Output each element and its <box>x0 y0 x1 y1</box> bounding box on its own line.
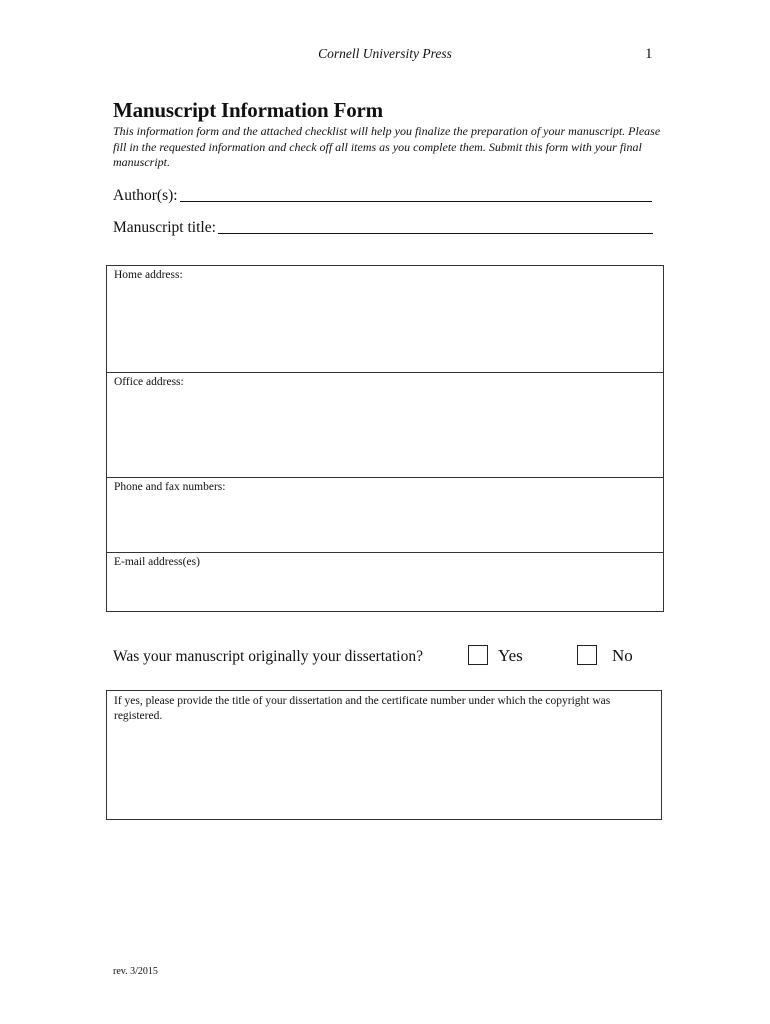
yes-checkbox[interactable] <box>468 645 488 665</box>
home-address-cell[interactable] <box>107 266 663 372</box>
office-address-label: Office address: <box>114 376 184 388</box>
no-label: No <box>612 646 633 665</box>
publisher-header: Cornell University Press <box>318 46 452 61</box>
form-intro: This information form and the attached checklist will help you finalize the preparation of your manuscript. Please fill in the requested information and check off all items as you complete them. Submit this form with your final manuscript. <box>113 124 661 169</box>
no-checkbox[interactable] <box>577 645 597 665</box>
form-title: Manuscript Information Form <box>113 98 383 122</box>
manuscript-title-input-line[interactable] <box>218 218 653 234</box>
home-address-label: Home address: <box>114 269 183 281</box>
authors-field <box>113 186 652 205</box>
dissertation-question: Was your manuscript originally your dissertation? <box>113 648 423 665</box>
dissertation-details-box[interactable] <box>106 690 662 820</box>
manuscript-title-label: Manuscript title: <box>113 219 216 236</box>
email-cell[interactable] <box>107 552 663 611</box>
authors-label: Author(s): <box>113 187 178 204</box>
page-number: 1 <box>645 46 653 62</box>
authors-input-line[interactable] <box>180 186 652 202</box>
phone-fax-label: Phone and fax numbers: <box>114 481 226 493</box>
manuscript-title-field <box>113 218 653 237</box>
office-address-cell[interactable] <box>107 372 663 477</box>
phone-fax-cell[interactable] <box>107 477 663 552</box>
yes-label: Yes <box>498 646 523 665</box>
email-label: E-mail address(es) <box>114 556 200 568</box>
revision-note: rev. 3/2015 <box>113 966 158 977</box>
contact-info-table <box>106 265 664 612</box>
dissertation-details-prompt: If yes, please provide the title of your dissertation and the certificate number under which the copyright was registered. <box>114 695 611 722</box>
